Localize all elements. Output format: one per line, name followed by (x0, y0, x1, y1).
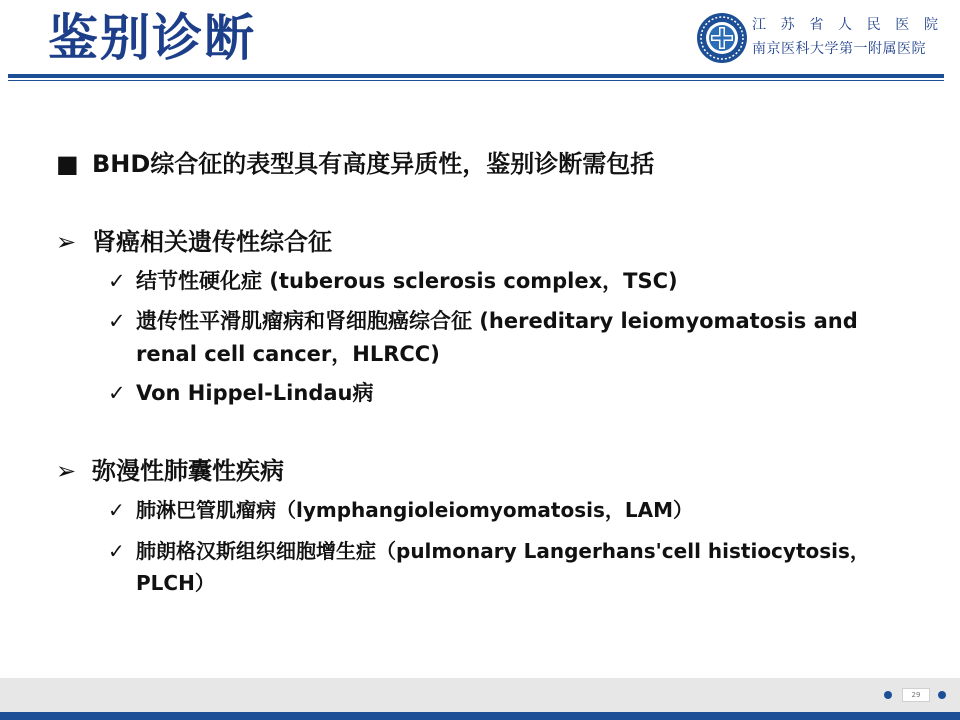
square-bullet-icon: ■ (56, 150, 79, 178)
list-item-continuation: renal cell cancer，HLRCC) (136, 342, 440, 366)
hospital-char: 民 (866, 17, 881, 33)
list-item-text: 遗传性平滑肌瘤病和肾细胞癌综合征 (hereditary leiomyomatosis and (136, 309, 858, 333)
list-item (108, 265, 678, 295)
section-heading-text: 弥漫性肺囊性疾病 (92, 457, 284, 485)
hospital-char: 人 (837, 17, 852, 33)
footer-dot-icon (884, 691, 892, 699)
main-bullet (56, 144, 654, 179)
arrow-right-icon: ➢ (56, 457, 77, 485)
list-item-text: 结节性硬化症 (tuberous sclerosis complex，TSC) (136, 269, 678, 293)
hospital-name-line2: 南京医科大学第一附属医院 (752, 41, 926, 57)
title-divider-thick (8, 74, 944, 78)
check-icon: ✓ (108, 539, 125, 563)
list-item (108, 377, 373, 407)
slide-title: 鉴别诊断 (48, 9, 256, 67)
list-item-text: Von Hippel-Lindau病 (136, 381, 374, 405)
check-icon: ✓ (108, 498, 125, 522)
footer-dot-icon (938, 691, 946, 699)
check-icon: ✓ (108, 269, 126, 293)
hospital-emblem-icon (696, 12, 748, 64)
hospital-char: 医 (895, 17, 910, 33)
main-bullet-text: BHD综合征的表型具有高度异质性，鉴别诊断需包括 (92, 150, 655, 178)
check-icon: ✓ (108, 309, 126, 333)
list-item (108, 494, 693, 523)
section-heading-text: 肾癌相关遗传性综合征 (92, 228, 332, 256)
arrow-right-icon: ➢ (56, 228, 77, 256)
list-item (108, 305, 858, 335)
section-heading (56, 222, 332, 257)
hospital-char: 院 (923, 17, 938, 33)
hospital-char: 江 (752, 17, 766, 33)
check-icon: ✓ (108, 381, 126, 405)
title-divider-thin (8, 80, 944, 81)
hospital-char: 苏 (780, 17, 795, 33)
slide-footer (0, 678, 960, 712)
page-number: 29 (902, 688, 930, 702)
list-item (108, 535, 870, 564)
list-item-text: 肺淋巴管肌瘤病（lymphangioleiomyomatosis，LAM） (136, 498, 693, 522)
list-item-text: 肺朗格汉斯组织细胞增生症（pulmonary Langerhans'cell histiocytosis， (136, 539, 870, 563)
list-item-continuation: PLCH） (136, 571, 215, 595)
section-heading (56, 451, 284, 486)
hospital-char: 省 (809, 17, 824, 33)
hospital-name-line1 (752, 14, 938, 34)
footer-bar (0, 712, 960, 720)
